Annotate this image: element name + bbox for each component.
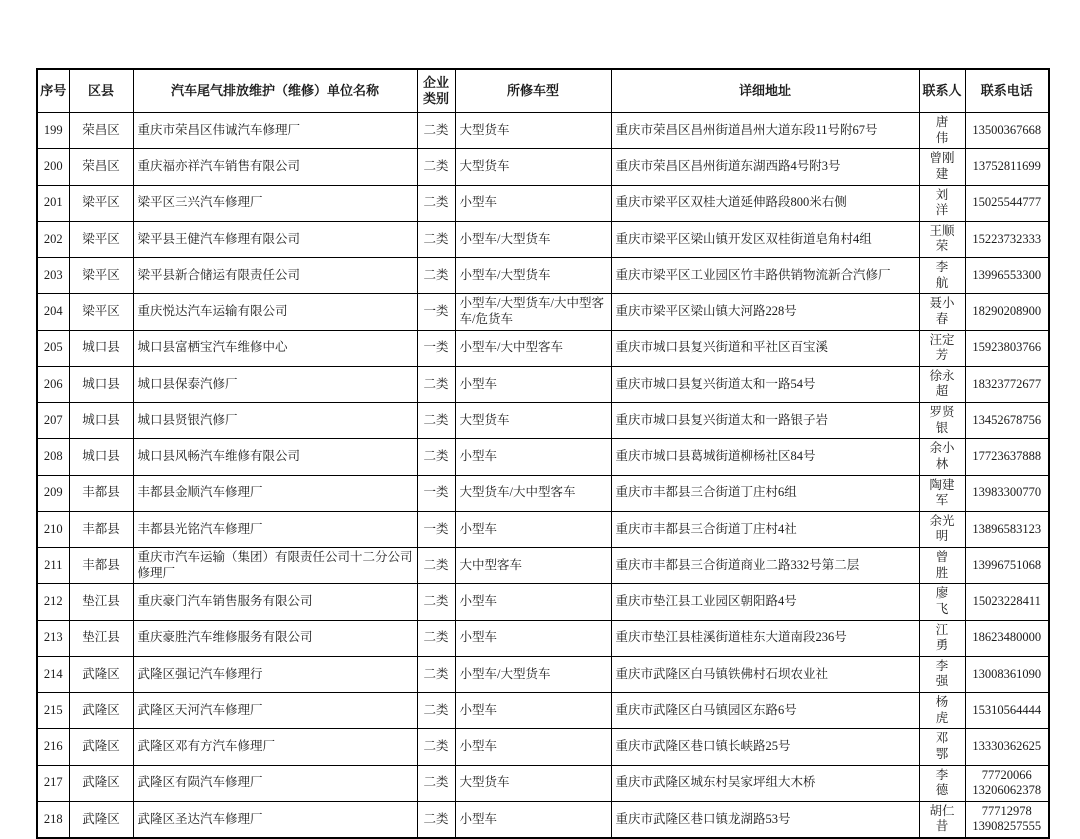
cell-district: 荣昌区 xyxy=(69,113,133,149)
cell-category: 二类 xyxy=(417,656,455,692)
cell-phone xyxy=(965,584,1049,620)
header-category: 企业类别 xyxy=(417,69,455,113)
cell-category: 二类 xyxy=(417,149,455,185)
phone-number: 18323772677 xyxy=(972,376,1042,391)
cell-serial: 205 xyxy=(37,330,69,366)
cell-company: 武隆区有陨汽车修理厂 xyxy=(133,765,417,801)
cell-phone xyxy=(965,548,1049,584)
header-phone: 联系电话 xyxy=(965,69,1049,113)
cell-company: 武隆区圣达汽车修理厂 xyxy=(133,801,417,838)
table-row xyxy=(37,475,1049,511)
header-vehicle-types: 所修车型 xyxy=(455,69,611,113)
cell-district: 武隆区 xyxy=(69,656,133,692)
cell-district: 武隆区 xyxy=(69,729,133,765)
table-row xyxy=(37,511,1049,547)
header-district: 区县 xyxy=(69,69,133,113)
table-row xyxy=(37,113,1049,149)
cell-serial: 202 xyxy=(37,221,69,257)
cell-vehicle-types: 小型车 xyxy=(455,693,611,729)
cell-district: 梁平区 xyxy=(69,294,133,330)
cell-vehicle-types: 大型货车 xyxy=(455,149,611,185)
cell-phone xyxy=(965,113,1049,149)
cell-serial: 204 xyxy=(37,294,69,330)
cell-vehicle-types: 小型车/大型货车 xyxy=(455,656,611,692)
cell-phone xyxy=(965,403,1049,439)
table-row xyxy=(37,729,1049,765)
cell-category: 二类 xyxy=(417,113,455,149)
cell-address: 重庆市荣昌区昌州街道昌州大道东段11号附67号 xyxy=(611,113,919,149)
cell-serial: 218 xyxy=(37,801,69,838)
cell-address: 重庆市垫江县桂溪街道桂东大道南段236号 xyxy=(611,620,919,656)
cell-company: 城口县富栖宝汽车维修中心 xyxy=(133,330,417,366)
cell-category: 二类 xyxy=(417,185,455,221)
cell-category: 一类 xyxy=(417,511,455,547)
table-row xyxy=(37,258,1049,294)
cell-phone xyxy=(965,439,1049,475)
phone-number: 13908257555 xyxy=(972,819,1042,834)
cell-contact: 胡仁昔 xyxy=(919,801,965,838)
cell-serial: 199 xyxy=(37,113,69,149)
cell-phone xyxy=(965,729,1049,765)
cell-contact: 余小林 xyxy=(919,439,965,475)
phone-number: 13996553300 xyxy=(972,267,1042,282)
phone-number: 77720066 xyxy=(981,767,1032,782)
phone-number: 13452678756 xyxy=(972,412,1042,427)
cell-address: 重庆市城口县复兴街道太和一路银子岩 xyxy=(611,403,919,439)
cell-company: 重庆市荣昌区伟诚汽车修理厂 xyxy=(133,113,417,149)
cell-district: 垫江县 xyxy=(69,620,133,656)
header-company: 汽车尾气排放维护（维修）单位名称 xyxy=(133,69,417,113)
table-row xyxy=(37,221,1049,257)
cell-contact: 李 强 xyxy=(919,656,965,692)
table-row xyxy=(37,548,1049,584)
cell-contact: 罗贤银 xyxy=(919,403,965,439)
cell-phone xyxy=(965,149,1049,185)
table-row xyxy=(37,693,1049,729)
cell-company: 梁平县新合储运有限责任公司 xyxy=(133,258,417,294)
cell-phone xyxy=(965,221,1049,257)
phone-number: 13983300770 xyxy=(972,485,1042,500)
cell-address: 重庆市城口县复兴街道太和一路54号 xyxy=(611,366,919,402)
cell-category: 二类 xyxy=(417,221,455,257)
cell-address: 重庆市梁平区工业园区竹丰路供销物流新合汽修厂 xyxy=(611,258,919,294)
phone-number: 15023228411 xyxy=(972,594,1041,609)
header-contact: 联系人 xyxy=(919,69,965,113)
cell-district: 梁平区 xyxy=(69,221,133,257)
cell-district: 丰都县 xyxy=(69,511,133,547)
cell-company: 重庆悦达汽车运输有限公司 xyxy=(133,294,417,330)
header-address: 详细地址 xyxy=(611,69,919,113)
cell-serial: 213 xyxy=(37,620,69,656)
cell-phone xyxy=(965,366,1049,402)
cell-contact: 曾刚建 xyxy=(919,149,965,185)
phone-number: 13752811699 xyxy=(972,159,1041,174)
cell-phone xyxy=(965,294,1049,330)
cell-contact: 曾 胜 xyxy=(919,548,965,584)
table-row xyxy=(37,765,1049,801)
cell-vehicle-types: 小型车 xyxy=(455,584,611,620)
cell-vehicle-types: 大中型客车 xyxy=(455,548,611,584)
cell-district: 荣昌区 xyxy=(69,149,133,185)
cell-address: 重庆市梁平区双桂大道延伸路段800米右侧 xyxy=(611,185,919,221)
cell-district: 丰都县 xyxy=(69,548,133,584)
cell-serial: 215 xyxy=(37,693,69,729)
cell-contact: 杨 虎 xyxy=(919,693,965,729)
cell-phone xyxy=(965,620,1049,656)
cell-company: 城口县贤银汽修厂 xyxy=(133,403,417,439)
cell-company: 重庆市汽车运输（集团）有限责任公司十二分公司修理厂 xyxy=(133,548,417,584)
cell-contact: 唐 伟 xyxy=(919,113,965,149)
cell-category: 一类 xyxy=(417,475,455,511)
cell-vehicle-types: 小型车 xyxy=(455,801,611,838)
phone-number: 18290208900 xyxy=(972,304,1042,319)
cell-serial: 203 xyxy=(37,258,69,294)
cell-address: 重庆市丰都县三合街道商业二路332号第二层 xyxy=(611,548,919,584)
cell-vehicle-types: 大型货车 xyxy=(455,765,611,801)
cell-category: 一类 xyxy=(417,294,455,330)
cell-serial: 209 xyxy=(37,475,69,511)
cell-contact: 江 勇 xyxy=(919,620,965,656)
cell-phone xyxy=(965,693,1049,729)
cell-serial: 208 xyxy=(37,439,69,475)
table-row xyxy=(37,620,1049,656)
cell-serial: 201 xyxy=(37,185,69,221)
cell-category: 二类 xyxy=(417,765,455,801)
cell-contact: 王顺荣 xyxy=(919,221,965,257)
cell-address: 重庆市梁平区梁山镇大河路228号 xyxy=(611,294,919,330)
cell-category: 二类 xyxy=(417,801,455,838)
phone-number: 13206062378 xyxy=(972,783,1042,798)
cell-address: 重庆市武隆区巷口镇龙湖路53号 xyxy=(611,801,919,838)
phone-number: 13008361090 xyxy=(972,666,1042,681)
cell-phone xyxy=(965,475,1049,511)
cell-district: 武隆区 xyxy=(69,765,133,801)
cell-category: 一类 xyxy=(417,330,455,366)
cell-address: 重庆市武隆区白马镇园区东路6号 xyxy=(611,693,919,729)
phone-number: 13996751068 xyxy=(972,557,1042,572)
table-row xyxy=(37,403,1049,439)
cell-vehicle-types: 小型车/大型货车 xyxy=(455,258,611,294)
cell-vehicle-types: 小型车 xyxy=(455,511,611,547)
repair-units-table xyxy=(36,68,1050,839)
cell-serial: 207 xyxy=(37,403,69,439)
cell-district: 梁平区 xyxy=(69,185,133,221)
cell-phone xyxy=(965,330,1049,366)
cell-district: 垫江县 xyxy=(69,584,133,620)
cell-serial: 200 xyxy=(37,149,69,185)
cell-district: 城口县 xyxy=(69,403,133,439)
cell-category: 二类 xyxy=(417,439,455,475)
cell-address: 重庆市丰都县三合街道丁庄村6组 xyxy=(611,475,919,511)
table-row xyxy=(37,149,1049,185)
phone-number: 77712978 xyxy=(981,803,1032,818)
cell-vehicle-types: 小型车 xyxy=(455,729,611,765)
cell-company: 武隆区邓有方汽车修理厂 xyxy=(133,729,417,765)
cell-phone xyxy=(965,185,1049,221)
cell-address: 重庆市武隆区巷口镇长峡路25号 xyxy=(611,729,919,765)
phone-number: 18623480000 xyxy=(972,630,1042,645)
cell-district: 梁平区 xyxy=(69,258,133,294)
cell-category: 二类 xyxy=(417,693,455,729)
cell-phone xyxy=(965,258,1049,294)
cell-address: 重庆市丰都县三合街道丁庄村4社 xyxy=(611,511,919,547)
cell-category: 二类 xyxy=(417,403,455,439)
cell-contact: 汪定芳 xyxy=(919,330,965,366)
cell-vehicle-types: 小型车 xyxy=(455,185,611,221)
cell-contact: 徐永超 xyxy=(919,366,965,402)
cell-serial: 206 xyxy=(37,366,69,402)
cell-address: 重庆市垫江县工业园区朝阳路4号 xyxy=(611,584,919,620)
table-row xyxy=(37,366,1049,402)
cell-company: 城口县风畅汽车维修有限公司 xyxy=(133,439,417,475)
cell-vehicle-types: 小型车/大型货车 xyxy=(455,221,611,257)
cell-category: 二类 xyxy=(417,729,455,765)
phone-number: 13330362625 xyxy=(972,739,1042,754)
table-row xyxy=(37,330,1049,366)
cell-address: 重庆市武隆区城东村吴家坪组大木桥 xyxy=(611,765,919,801)
phone-number: 13500367668 xyxy=(972,122,1042,137)
cell-address: 重庆市荣昌区昌州街道东湖西路4号附3号 xyxy=(611,149,919,185)
phone-number: 17723637888 xyxy=(972,449,1042,464)
table-row xyxy=(37,801,1049,838)
cell-contact: 陶建军 xyxy=(919,475,965,511)
cell-contact: 李 德 xyxy=(919,765,965,801)
cell-company: 梁平区三兴汽车修理厂 xyxy=(133,185,417,221)
phone-number: 15923803766 xyxy=(972,340,1042,355)
cell-company: 重庆福亦祥汽车销售有限公司 xyxy=(133,149,417,185)
cell-category: 二类 xyxy=(417,258,455,294)
table-row xyxy=(37,584,1049,620)
cell-serial: 211 xyxy=(37,548,69,584)
cell-vehicle-types: 小型车 xyxy=(455,439,611,475)
cell-serial: 217 xyxy=(37,765,69,801)
header-serial: 序号 xyxy=(37,69,69,113)
cell-contact: 刘 洋 xyxy=(919,185,965,221)
cell-company: 梁平县王健汽车修理有限公司 xyxy=(133,221,417,257)
cell-company: 城口县保泰汽修厂 xyxy=(133,366,417,402)
table-row xyxy=(37,439,1049,475)
cell-company: 重庆豪门汽车销售服务有限公司 xyxy=(133,584,417,620)
cell-company: 重庆豪胜汽车维修服务有限公司 xyxy=(133,620,417,656)
table-header xyxy=(37,69,1049,113)
cell-phone xyxy=(965,801,1049,838)
cell-address: 重庆市城口县葛城街道柳杨社区84号 xyxy=(611,439,919,475)
cell-district: 城口县 xyxy=(69,439,133,475)
phone-number: 15025544777 xyxy=(972,195,1042,210)
cell-vehicle-types: 小型车 xyxy=(455,620,611,656)
phone-number: 13896583123 xyxy=(972,521,1042,536)
cell-vehicle-types: 大型货车 xyxy=(455,113,611,149)
cell-district: 城口县 xyxy=(69,366,133,402)
cell-serial: 210 xyxy=(37,511,69,547)
cell-address: 重庆市武隆区白马镇铁佛村石坝农业社 xyxy=(611,656,919,692)
cell-district: 武隆区 xyxy=(69,693,133,729)
cell-company: 丰都县光铭汽车修理厂 xyxy=(133,511,417,547)
phone-number: 15310564444 xyxy=(972,702,1042,717)
cell-phone xyxy=(965,511,1049,547)
header-row xyxy=(37,69,1049,113)
cell-district: 武隆区 xyxy=(69,801,133,838)
cell-serial: 212 xyxy=(37,584,69,620)
cell-company: 武隆区天河汽车修理厂 xyxy=(133,693,417,729)
cell-vehicle-types: 小型车/大型货车/大中型客车/危货车 xyxy=(455,294,611,330)
table-row xyxy=(37,294,1049,330)
cell-contact: 李 航 xyxy=(919,258,965,294)
cell-contact: 邓 鄂 xyxy=(919,729,965,765)
cell-serial: 216 xyxy=(37,729,69,765)
cell-vehicle-types: 大型货车/大中型客车 xyxy=(455,475,611,511)
table-row xyxy=(37,656,1049,692)
cell-company: 武隆区强记汽车修理行 xyxy=(133,656,417,692)
cell-category: 二类 xyxy=(417,620,455,656)
cell-contact: 余光明 xyxy=(919,511,965,547)
cell-address: 重庆市梁平区梁山镇开发区双桂街道皂角村4组 xyxy=(611,221,919,257)
table-row xyxy=(37,185,1049,221)
phone-number: 15223732333 xyxy=(972,231,1042,246)
cell-district: 城口县 xyxy=(69,330,133,366)
cell-contact: 聂小春 xyxy=(919,294,965,330)
cell-category: 二类 xyxy=(417,548,455,584)
cell-company: 丰都县金顺汽车修理厂 xyxy=(133,475,417,511)
table-body xyxy=(37,113,1049,839)
cell-phone xyxy=(965,656,1049,692)
cell-contact: 廖 飞 xyxy=(919,584,965,620)
cell-district: 丰都县 xyxy=(69,475,133,511)
cell-category: 二类 xyxy=(417,584,455,620)
cell-category: 二类 xyxy=(417,366,455,402)
cell-serial: 214 xyxy=(37,656,69,692)
cell-vehicle-types: 小型车 xyxy=(455,366,611,402)
cell-vehicle-types: 大型货车 xyxy=(455,403,611,439)
cell-phone xyxy=(965,765,1049,801)
cell-address: 重庆市城口县复兴街道和平社区百宝溪 xyxy=(611,330,919,366)
cell-vehicle-types: 小型车/大中型客车 xyxy=(455,330,611,366)
